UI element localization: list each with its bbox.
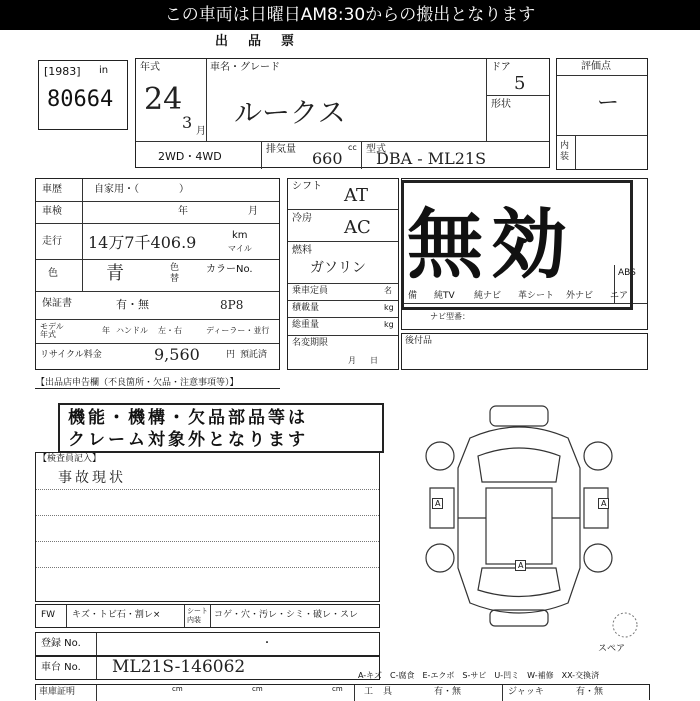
warranty-options: 有・無 xyxy=(116,298,149,311)
inspection-label: 車検 xyxy=(42,206,62,217)
after-fit-box xyxy=(401,333,648,370)
front-bumper-panel xyxy=(490,406,548,426)
claim-notice-line-2: クレーム対象外となります xyxy=(68,430,308,450)
wheel-rear-right-icon xyxy=(584,544,612,572)
ac-label: 冷房 xyxy=(292,213,312,224)
damage-legend: A-キズ C-腐食 E-エクボ S-サビ U-凹ミ W-補修 XX-交換済 xyxy=(358,671,600,680)
weight-unit: kg xyxy=(384,320,394,329)
color-no-label: カラーNo. xyxy=(206,264,253,275)
expiry-unit: 月日 xyxy=(348,356,392,365)
pickup-notice-banner: この車両は日曜日AM8:30からの搬出となります xyxy=(0,0,700,30)
color-value: 青 xyxy=(106,263,124,284)
chassis-label: 車台 No. xyxy=(41,662,81,673)
displacement-value: 660 xyxy=(312,149,343,168)
roof-panel xyxy=(486,488,552,564)
jack-options: 有・無 xyxy=(576,687,604,697)
after-fit-label: 後付品 xyxy=(405,336,433,346)
mileage-label: 走行 xyxy=(42,236,62,247)
chassis-value: ML21S-146062 xyxy=(112,657,246,677)
recycle-value: 9,560 xyxy=(154,345,200,364)
navi-model-label: ナビ型番： xyxy=(430,312,470,321)
seat-codes: コゲ・穴・汚レ・シミ・破レ・スレ xyxy=(214,610,359,620)
chassis-row xyxy=(35,656,380,680)
wheel-front-right-icon xyxy=(584,442,612,470)
damage-tag: A xyxy=(598,498,609,509)
evaluation-value: ー xyxy=(597,91,620,116)
equip-item-3: 革シート xyxy=(518,291,555,301)
details-table xyxy=(35,178,280,370)
mileage-value: 14万7千406.9 xyxy=(88,233,197,252)
doors-value: 5 xyxy=(514,73,526,94)
fuel-value: ガソリン xyxy=(310,260,366,276)
lot-code-suffix: in xyxy=(99,65,109,76)
model-year-label: モデル年式 xyxy=(40,322,64,339)
inspector-box xyxy=(35,452,380,602)
passengers-label: 乗車定員 xyxy=(292,286,329,296)
month-unit: 月 xyxy=(196,126,206,137)
model-year-unit: 年 xyxy=(102,326,110,335)
color-label: 色 xyxy=(48,268,58,279)
inspector-note: 事故現状 xyxy=(58,470,126,486)
color-change-label: 色替 xyxy=(170,263,180,284)
equip-item-4: 外ナビ xyxy=(566,291,594,301)
lot-box xyxy=(38,60,128,130)
equip-item-1: 純TV xyxy=(434,291,455,301)
recycle-status: 預託済 xyxy=(240,350,268,360)
cm-unit: cm xyxy=(172,685,183,693)
vehicle-size-label: 車庫証明 xyxy=(39,687,76,697)
history-options: 自家用・（ ） xyxy=(94,184,189,195)
windshield xyxy=(478,448,560,482)
shift-label: シフト xyxy=(292,181,322,192)
recycle-label: リサイクル料金 xyxy=(40,350,102,360)
abs-label: ABS xyxy=(618,268,636,278)
wheel-front-left-icon xyxy=(426,442,454,470)
handle-options: 左・右 xyxy=(158,326,182,335)
drive-options: 2WD・4WD xyxy=(158,150,222,163)
seat-label: シート内装 xyxy=(187,607,208,624)
model-label: 型式 xyxy=(366,144,386,155)
inspector-label: 【検査員記入】 xyxy=(38,454,102,464)
warranty-label: 保証書 xyxy=(42,298,72,309)
year-label: 年式 xyxy=(140,62,160,73)
page-heading: 出品票 xyxy=(215,34,315,49)
void-stamp: 無効 xyxy=(407,200,575,289)
month-value: 3 xyxy=(182,113,193,132)
name-value: ルークス xyxy=(234,96,346,129)
rear-window xyxy=(478,568,560,597)
tools-options: 有・無 xyxy=(434,687,462,697)
tools-label: 工具 xyxy=(364,687,403,697)
registration-label: 登録 No. xyxy=(41,638,81,649)
fuel-label: 燃料 xyxy=(292,245,312,256)
equip-item-5: エア xyxy=(610,291,629,301)
damage-codes-row xyxy=(35,604,380,628)
equip-item-2: 純ナビ xyxy=(474,291,502,301)
specs-table xyxy=(287,178,399,370)
interior-label: 内装 xyxy=(560,141,570,162)
equip-item-0: 備 xyxy=(408,291,418,301)
dealer-label: ディーラー・並行 xyxy=(206,326,270,335)
damage-tag: A xyxy=(515,560,526,571)
cm-unit: cm xyxy=(252,685,263,693)
registration-mark: ・ xyxy=(262,638,272,649)
seller-section-label: 【出品店申告欄（不良箇所・欠品・注意事項等）】 xyxy=(36,378,239,388)
shape-label: 形状 xyxy=(491,99,511,110)
mileage-unit: km xyxy=(232,230,248,241)
lot-number: 80664 xyxy=(47,87,114,112)
ac-value: AC xyxy=(344,217,371,238)
load-unit: kg xyxy=(384,303,394,312)
registration-row xyxy=(35,632,380,656)
handle-label: ハンドル xyxy=(116,326,148,335)
doors-label: ドア xyxy=(491,62,511,73)
bottom-row xyxy=(35,684,650,700)
history-label: 車歴 xyxy=(42,184,62,195)
seller-section-box xyxy=(35,388,280,389)
shift-value: AT xyxy=(344,185,369,206)
recycle-unit: 円 xyxy=(226,350,236,360)
passengers-unit: 名 xyxy=(384,286,392,295)
car-damage-diagram xyxy=(410,398,650,638)
displacement-unit: cc xyxy=(348,143,357,152)
warranty-value: 8P8 xyxy=(220,298,244,312)
lot-code: [1983] xyxy=(44,65,81,78)
wheel-rear-left-icon xyxy=(426,544,454,572)
spare-label: スペア xyxy=(598,644,626,654)
jack-label: ジャッキ xyxy=(508,687,544,697)
spare-tire-icon xyxy=(610,610,640,640)
inspection-year-unit: 年 xyxy=(178,206,188,217)
claim-notice-line-1: 機能・機構・欠品部品等は xyxy=(68,408,308,428)
expiry-label: 名変期限 xyxy=(292,338,329,348)
car-body-outline xyxy=(458,427,580,613)
inspection-month-unit: 月 xyxy=(248,206,258,217)
weight-label: 総重量 xyxy=(292,320,320,330)
fw-codes: キズ・トビ石・割レ× xyxy=(72,610,161,620)
mileage-unit-alt: マイル xyxy=(228,244,252,253)
cm-unit: cm xyxy=(332,685,343,693)
model-value: DBA - ML21S xyxy=(376,149,487,168)
evaluation-label: 評価点 xyxy=(581,61,611,72)
fw-label: FW xyxy=(41,610,56,620)
evaluation-box xyxy=(556,58,648,170)
load-label: 積載量 xyxy=(292,303,320,313)
year-value: 24 xyxy=(144,82,183,117)
displacement-label: 排気量 xyxy=(266,144,296,155)
claim-notice xyxy=(58,403,384,453)
damage-tag: A xyxy=(432,498,443,509)
vehicle-info-block xyxy=(135,58,550,168)
name-label: 車名・グレード xyxy=(210,62,280,73)
